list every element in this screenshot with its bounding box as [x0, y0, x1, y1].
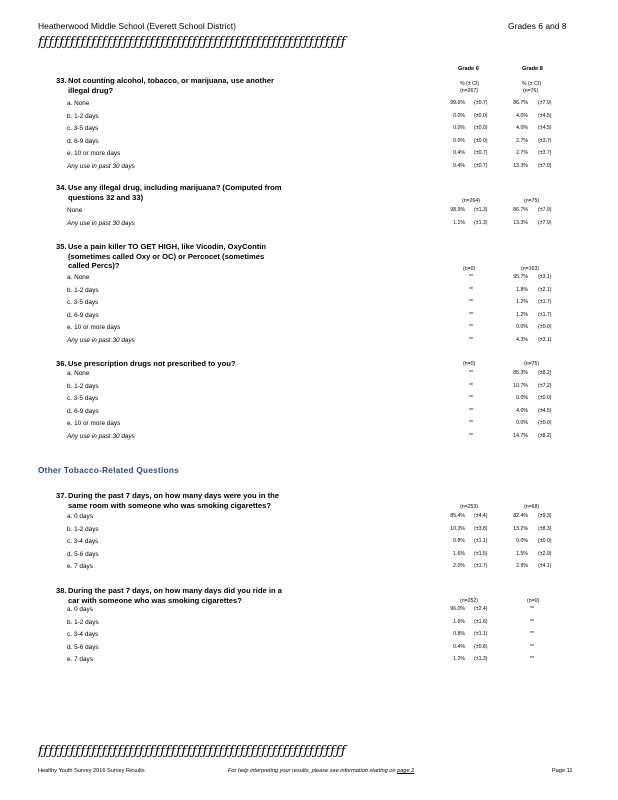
option-label: None	[67, 207, 83, 214]
option-label: c. 3-4 days	[67, 631, 99, 639]
option-label: b. 1-2 days	[67, 525, 99, 533]
grade6-value: **	[469, 337, 474, 343]
grade6-ci: (±1.1)	[474, 631, 488, 638]
q37-n-grade8: (n=68)	[524, 504, 540, 510]
grade6-ci: (±1.3)	[474, 207, 488, 213]
option-label: d. 5-6 days	[67, 643, 99, 651]
question-36: 36.Use prescription drugs not prescribed to you?	[56, 359, 236, 368]
grade8-ci: (±8.2)	[538, 370, 552, 376]
grade8-value: 4.3%	[516, 337, 528, 343]
col-grade8-pct: % (± CI)	[522, 81, 541, 87]
footer-page-link[interactable]: page 2	[397, 768, 415, 774]
option-label: a. 0 days	[67, 513, 93, 520]
grade8-value: 1.2%	[516, 311, 528, 318]
grade8-ci: (±8.3)	[538, 525, 552, 532]
grade8-value: 2.7%	[516, 137, 528, 144]
option-label: d. 6-9 days	[67, 137, 99, 145]
grade6-ci: (±0.8)	[474, 643, 488, 650]
option-label: d. 6-9 days	[67, 407, 99, 415]
grade8-ci: (±7.9)	[538, 163, 552, 169]
grade6-value: **	[469, 299, 474, 306]
decorative-rule-bottom: ƒƒƒƒƒƒƒƒƒƒƒƒƒƒƒƒƒƒƒƒƒƒƒƒƒƒƒƒƒƒƒƒƒƒƒƒƒƒƒƒƒƒƒƒƒƒƒƒƒƒƒƒƒƒƒƒƒƒ	[38, 744, 347, 759]
grade6-ci: (±1.3)	[474, 656, 488, 663]
grade8-value: **	[530, 618, 535, 625]
option-label: d. 6-9 days	[67, 311, 99, 319]
grade8-ci: (±0.0)	[538, 420, 552, 427]
grade8-ci: (±7.9)	[538, 219, 552, 226]
option-label: a. 0 days	[67, 606, 93, 613]
grade6-value: 0.4%	[453, 163, 465, 169]
option-label: b. 1-2 days	[67, 112, 99, 120]
option-label: Any use in past 30 days	[67, 433, 135, 440]
grade6-value: **	[469, 382, 474, 389]
question-38: 38.During the past 7 days, on how many days did you ride in a car with someone who was smoking cigarettes?	[56, 586, 282, 605]
grade8-value: 85.3%	[513, 370, 528, 376]
grade8-value: 1.2%	[516, 299, 528, 306]
grade8-value: **	[530, 606, 535, 612]
grade8-value: 1.8%	[516, 286, 528, 293]
grade8-ci: (±3.7)	[538, 150, 552, 157]
col-grade6-header: Grade 6	[458, 66, 479, 72]
option-label: e. 10 or more days	[67, 420, 121, 428]
grade6-ci: (±0.0)	[474, 112, 488, 119]
option-label: a. None	[67, 370, 90, 377]
footer-survey-title: Healthy Youth Survey 2016 Survey Results	[38, 768, 145, 774]
section-heading: Other Tobacco-Related Questions	[38, 466, 180, 475]
grade6-ci: (±0.7)	[474, 163, 488, 169]
grade8-ci: (±4.5)	[538, 112, 552, 119]
grade6-value: 0.8%	[453, 631, 465, 638]
grade6-value: 1.1%	[453, 219, 465, 226]
option-label: c. 3-5 days	[67, 299, 99, 307]
option-label: c. 3-4 days	[67, 538, 99, 546]
q35-n-grade6: (n=0)	[463, 266, 476, 272]
grade6-ci: (±1.1)	[474, 538, 488, 545]
grade6-value: **	[469, 311, 474, 318]
grade6-value: **	[469, 324, 474, 331]
grade6-value: 1.2%	[453, 656, 465, 663]
option-label: Any use in past 30 days	[67, 337, 135, 344]
grade6-ci: (±2.4)	[474, 606, 488, 612]
decorative-rule-top: ƒƒƒƒƒƒƒƒƒƒƒƒƒƒƒƒƒƒƒƒƒƒƒƒƒƒƒƒƒƒƒƒƒƒƒƒƒƒƒƒƒƒƒƒƒƒƒƒƒƒƒƒƒƒƒƒƒƒ	[38, 35, 347, 50]
col-grade6-pct: % (± CI)	[460, 81, 479, 87]
option-label: Any use in past 30 days	[67, 219, 135, 227]
option-label: c. 3-5 days	[67, 395, 99, 403]
grade8-ci: (±7.9)	[538, 207, 552, 213]
option-label: c. 3-5 days	[67, 125, 99, 133]
grade6-value: **	[469, 420, 474, 427]
grade6-value: **	[469, 274, 474, 280]
grade8-value: 1.5%	[516, 550, 528, 557]
grade6-value: 0.0%	[453, 125, 465, 132]
grade6-value: 98.9%	[450, 207, 465, 213]
grade6-value: 0.4%	[453, 643, 465, 650]
grade6-ci: (±1.7)	[474, 563, 488, 570]
grade8-ci: (±9.3)	[538, 513, 552, 519]
option-label: a. None	[67, 100, 90, 107]
grade8-value: 2.9%	[516, 563, 528, 570]
q37-n-grade6: (n=253)	[460, 504, 479, 510]
grade6-value: 96.0%	[450, 606, 465, 612]
question-35: 35.Use a pain killer TO GET HIGH, like Vicodin, OxyContin (sometimes called Oxy or OC) or Percocet (sometimes called Percs)?	[56, 242, 267, 271]
grade6-ci: (±1.3)	[474, 219, 488, 226]
q36-n-grade8: (n=75)	[524, 361, 540, 367]
school-name: Heatherwood Middle School (Everett School District)	[38, 21, 236, 31]
grade8-value: 95.7%	[513, 274, 528, 280]
grade8-value: 0.0%	[516, 538, 528, 545]
option-label: a. None	[67, 274, 90, 281]
grade6-value: **	[469, 370, 474, 376]
grade6-ci: (±0.7)	[474, 150, 488, 157]
grade8-ci: (±0.0)	[538, 395, 552, 402]
question-37: 37.During the past 7 days, on how many days were you in the same room with someone who was smoking cigarettes?	[56, 491, 279, 510]
grade6-value: **	[469, 395, 474, 402]
grade6-value: 99.6%	[450, 100, 465, 106]
q38-n-grade8: (n=0)	[527, 598, 540, 604]
grade6-value: 0.8%	[453, 538, 465, 545]
grade6-value: 85.4%	[450, 513, 465, 519]
option-label: b. 1-2 days	[67, 382, 99, 390]
q38-n-grade6: (n=252)	[460, 598, 479, 604]
footer-page-number: Page 11	[552, 768, 573, 774]
grade8-ci: (±8.2)	[538, 433, 552, 439]
grade6-value: 1.6%	[453, 618, 465, 625]
grade8-ci: (±1.7)	[538, 311, 552, 318]
question-33: 33.Not counting alcohol, tobacco, or marijuana, use another illegal drug?	[56, 76, 274, 95]
option-label: b. 1-2 days	[67, 618, 99, 626]
option-label: e. 10 or more days	[67, 150, 121, 158]
grade6-value: **	[469, 433, 474, 439]
grade6-value: **	[469, 286, 474, 293]
option-label: b. 1-2 days	[67, 286, 99, 294]
option-label: d. 5-6 days	[67, 550, 99, 558]
grade8-ci: (±7.9)	[538, 100, 552, 106]
grade8-value: 4.0%	[516, 112, 528, 119]
grade8-value: 10.7%	[513, 382, 528, 389]
grade8-value: 86.7%	[513, 207, 528, 213]
grade8-value: 0.0%	[516, 420, 528, 427]
grade8-value: **	[530, 643, 535, 650]
q35-n-grade8: (n=163)	[521, 266, 540, 272]
grade6-value: 2.0%	[453, 563, 465, 570]
grade8-ci: (±3.7)	[538, 137, 552, 144]
grade6-value: 1.6%	[453, 550, 465, 557]
grade8-ci: (±4.5)	[538, 407, 552, 414]
q34-n-grade6: (n=264)	[462, 198, 481, 204]
option-label: e. 10 or more days	[67, 324, 121, 332]
grade8-ci: (±1.7)	[538, 299, 552, 306]
q36-n-grade6: (n=0)	[463, 361, 476, 367]
grade6-ci: (±0.0)	[474, 125, 488, 132]
question-34: 34.Use any illegal drug, including marijuana? (Computed from questions 32 and 33)	[56, 183, 282, 202]
grade6-value: 0.4%	[453, 150, 465, 157]
q33-n-grade6: (n=267)	[460, 88, 479, 94]
grade6-ci: (±0.0)	[474, 137, 488, 144]
grade8-value: 13.3%	[513, 219, 528, 226]
grade6-value: 0.0%	[453, 137, 465, 144]
grade6-ci: (±1.5)	[474, 550, 488, 557]
grade8-value: 0.0%	[516, 395, 528, 402]
grade6-value: **	[469, 407, 474, 414]
grade6-value: 0.0%	[453, 112, 465, 119]
grade6-value: 10.3%	[450, 525, 465, 532]
grade8-ci: (±3.1)	[538, 337, 552, 343]
grade8-value: 82.4%	[513, 513, 528, 519]
q33-n-grade8: (n=76)	[523, 88, 539, 94]
grades-label: Grades 6 and 8	[508, 21, 567, 31]
option-label: e. 7 days	[67, 656, 93, 664]
grade8-ci: (±4.1)	[538, 563, 552, 570]
grade6-ci: (±4.4)	[474, 513, 488, 519]
footer-help-text: For help interpreting your results, please see information starting on page 2	[228, 768, 415, 774]
grade8-ci: (±2.9)	[538, 550, 552, 557]
grade6-ci: (±0.7)	[474, 100, 488, 106]
grade8-ci: (±3.1)	[538, 274, 552, 280]
grade8-ci: (±0.0)	[538, 538, 552, 545]
col-grade8-header: Grade 8	[522, 66, 543, 72]
grade8-ci: (±4.5)	[538, 125, 552, 132]
option-label: e. 7 days	[67, 563, 93, 571]
grade8-value: 4.0%	[516, 125, 528, 132]
grade8-value: 13.3%	[513, 163, 528, 169]
q34-n-grade8: (n=75)	[524, 198, 540, 204]
grade8-value: **	[530, 631, 535, 638]
grade8-ci: (±2.1)	[538, 286, 552, 293]
grade8-value: 86.7%	[513, 100, 528, 106]
grade8-value: 13.2%	[513, 525, 528, 532]
grade8-value: 2.7%	[516, 150, 528, 157]
option-label: Any use in past 30 days	[67, 163, 135, 170]
grade8-value: 14.7%	[513, 433, 528, 439]
grade8-value: 0.0%	[516, 324, 528, 331]
grade8-ci: (±7.2)	[538, 382, 552, 389]
grade8-value: 4.0%	[516, 407, 528, 414]
grade8-value: **	[530, 656, 535, 663]
grade6-ci: (±1.6)	[474, 618, 488, 625]
grade6-ci: (±3.8)	[474, 525, 488, 532]
grade8-ci: (±0.0)	[538, 324, 552, 331]
